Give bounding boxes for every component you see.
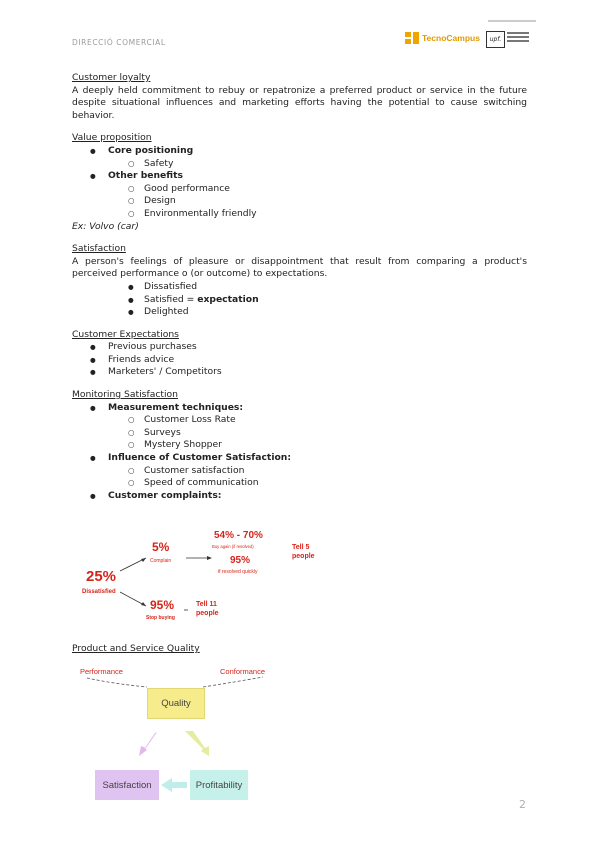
conformance-label: Conformance (220, 667, 266, 676)
quality-box: Quality (147, 688, 205, 719)
performance-label: Performance (80, 667, 123, 676)
monitoring-title: Monitoring Satisfaction (72, 389, 178, 401)
quality-diagram (75, 660, 275, 805)
list-item: ● Satisfied = expectation (72, 294, 527, 307)
list-item: ● Core positioning (72, 145, 527, 158)
complain-pct: 5% (152, 540, 170, 554)
upf-logo (486, 28, 536, 48)
stop-pct: 95% (150, 598, 175, 612)
loyalty-definition: A deeply held commitment to rebuy or repatronize a preferred product or service in the future despite situational influences and marketing efforts having the potential to cause switching behavior. (72, 84, 527, 121)
list-item: ○ Mystery Shopper (72, 439, 527, 452)
list-item: ○ Customer satisfaction (72, 465, 527, 478)
list-item: ● Influence of Customer Satisfaction: (72, 452, 527, 465)
value-example: Ex: Volvo (car) (72, 220, 139, 232)
tell11-label: Tell 11 people (196, 601, 219, 617)
list-item: ○ Customer Loss Rate (72, 414, 527, 427)
list-item: ● Dissatisfied (72, 281, 527, 294)
dissatisfied-label: Dissatisfied (82, 589, 116, 595)
list-item: ○ Safety (72, 158, 527, 171)
list-item: ● Delighted (72, 306, 527, 319)
buyagain-pct: 54% - 70% (214, 530, 263, 541)
tecnocampus-logo (405, 32, 480, 44)
document-body (72, 72, 527, 502)
value-title: Value proposition (72, 132, 152, 144)
quick-label: if resolved quickly (218, 569, 258, 575)
list-item: ○ Environmentally friendly (72, 208, 527, 221)
list-item: ○ Surveys (72, 427, 527, 440)
list-item: ● Other benefits (72, 170, 527, 183)
list-item: ○ Speed of communication (72, 477, 527, 490)
header-section-title: DIRECCIÓ COMERCIAL (72, 38, 166, 47)
complaints-diagram (80, 526, 340, 626)
tell5-label: Tell 5 people (292, 544, 315, 560)
list-item: ○ Good performance (72, 183, 527, 196)
satisfaction-title: Satisfaction (72, 243, 126, 255)
tecnocampus-logo-text: TecnoCampus (422, 33, 480, 43)
dissatisfied-pct: 25% (86, 568, 117, 585)
quality-title: Product and Service Quality (72, 643, 200, 654)
page-number: 2 (519, 798, 526, 811)
stop-label: Stop buying (146, 615, 175, 621)
list-item: ● Customer complaints: (72, 490, 527, 503)
list-item: ● Measurement techniques: (72, 402, 527, 415)
list-item: ● Friends advice (72, 354, 527, 367)
complain-label: Complain (150, 558, 172, 564)
quick-pct: 95% (230, 555, 251, 566)
list-item: ○ Design (72, 195, 527, 208)
profitability-box: Profitability (190, 770, 248, 800)
tecnocampus-logo-icon (405, 32, 419, 44)
upf-logo-mark: upf. (486, 31, 505, 48)
buyagain-label: Buy again (if resolved) (212, 544, 254, 549)
satisfaction-box: Satisfaction (95, 770, 159, 800)
expectations-title: Customer Expectations (72, 328, 179, 340)
loyalty-title: Customer loyalty (72, 72, 151, 83)
list-item: ● Marketers' / Competitors (72, 366, 527, 379)
satisfaction-definition: A person's feelings of pleasure or disappointment that result from comparing a product's perceived performance o (or outcome) to expectations. (72, 255, 527, 280)
quality-section (72, 643, 527, 656)
list-item: ● Previous purchases (72, 341, 527, 354)
